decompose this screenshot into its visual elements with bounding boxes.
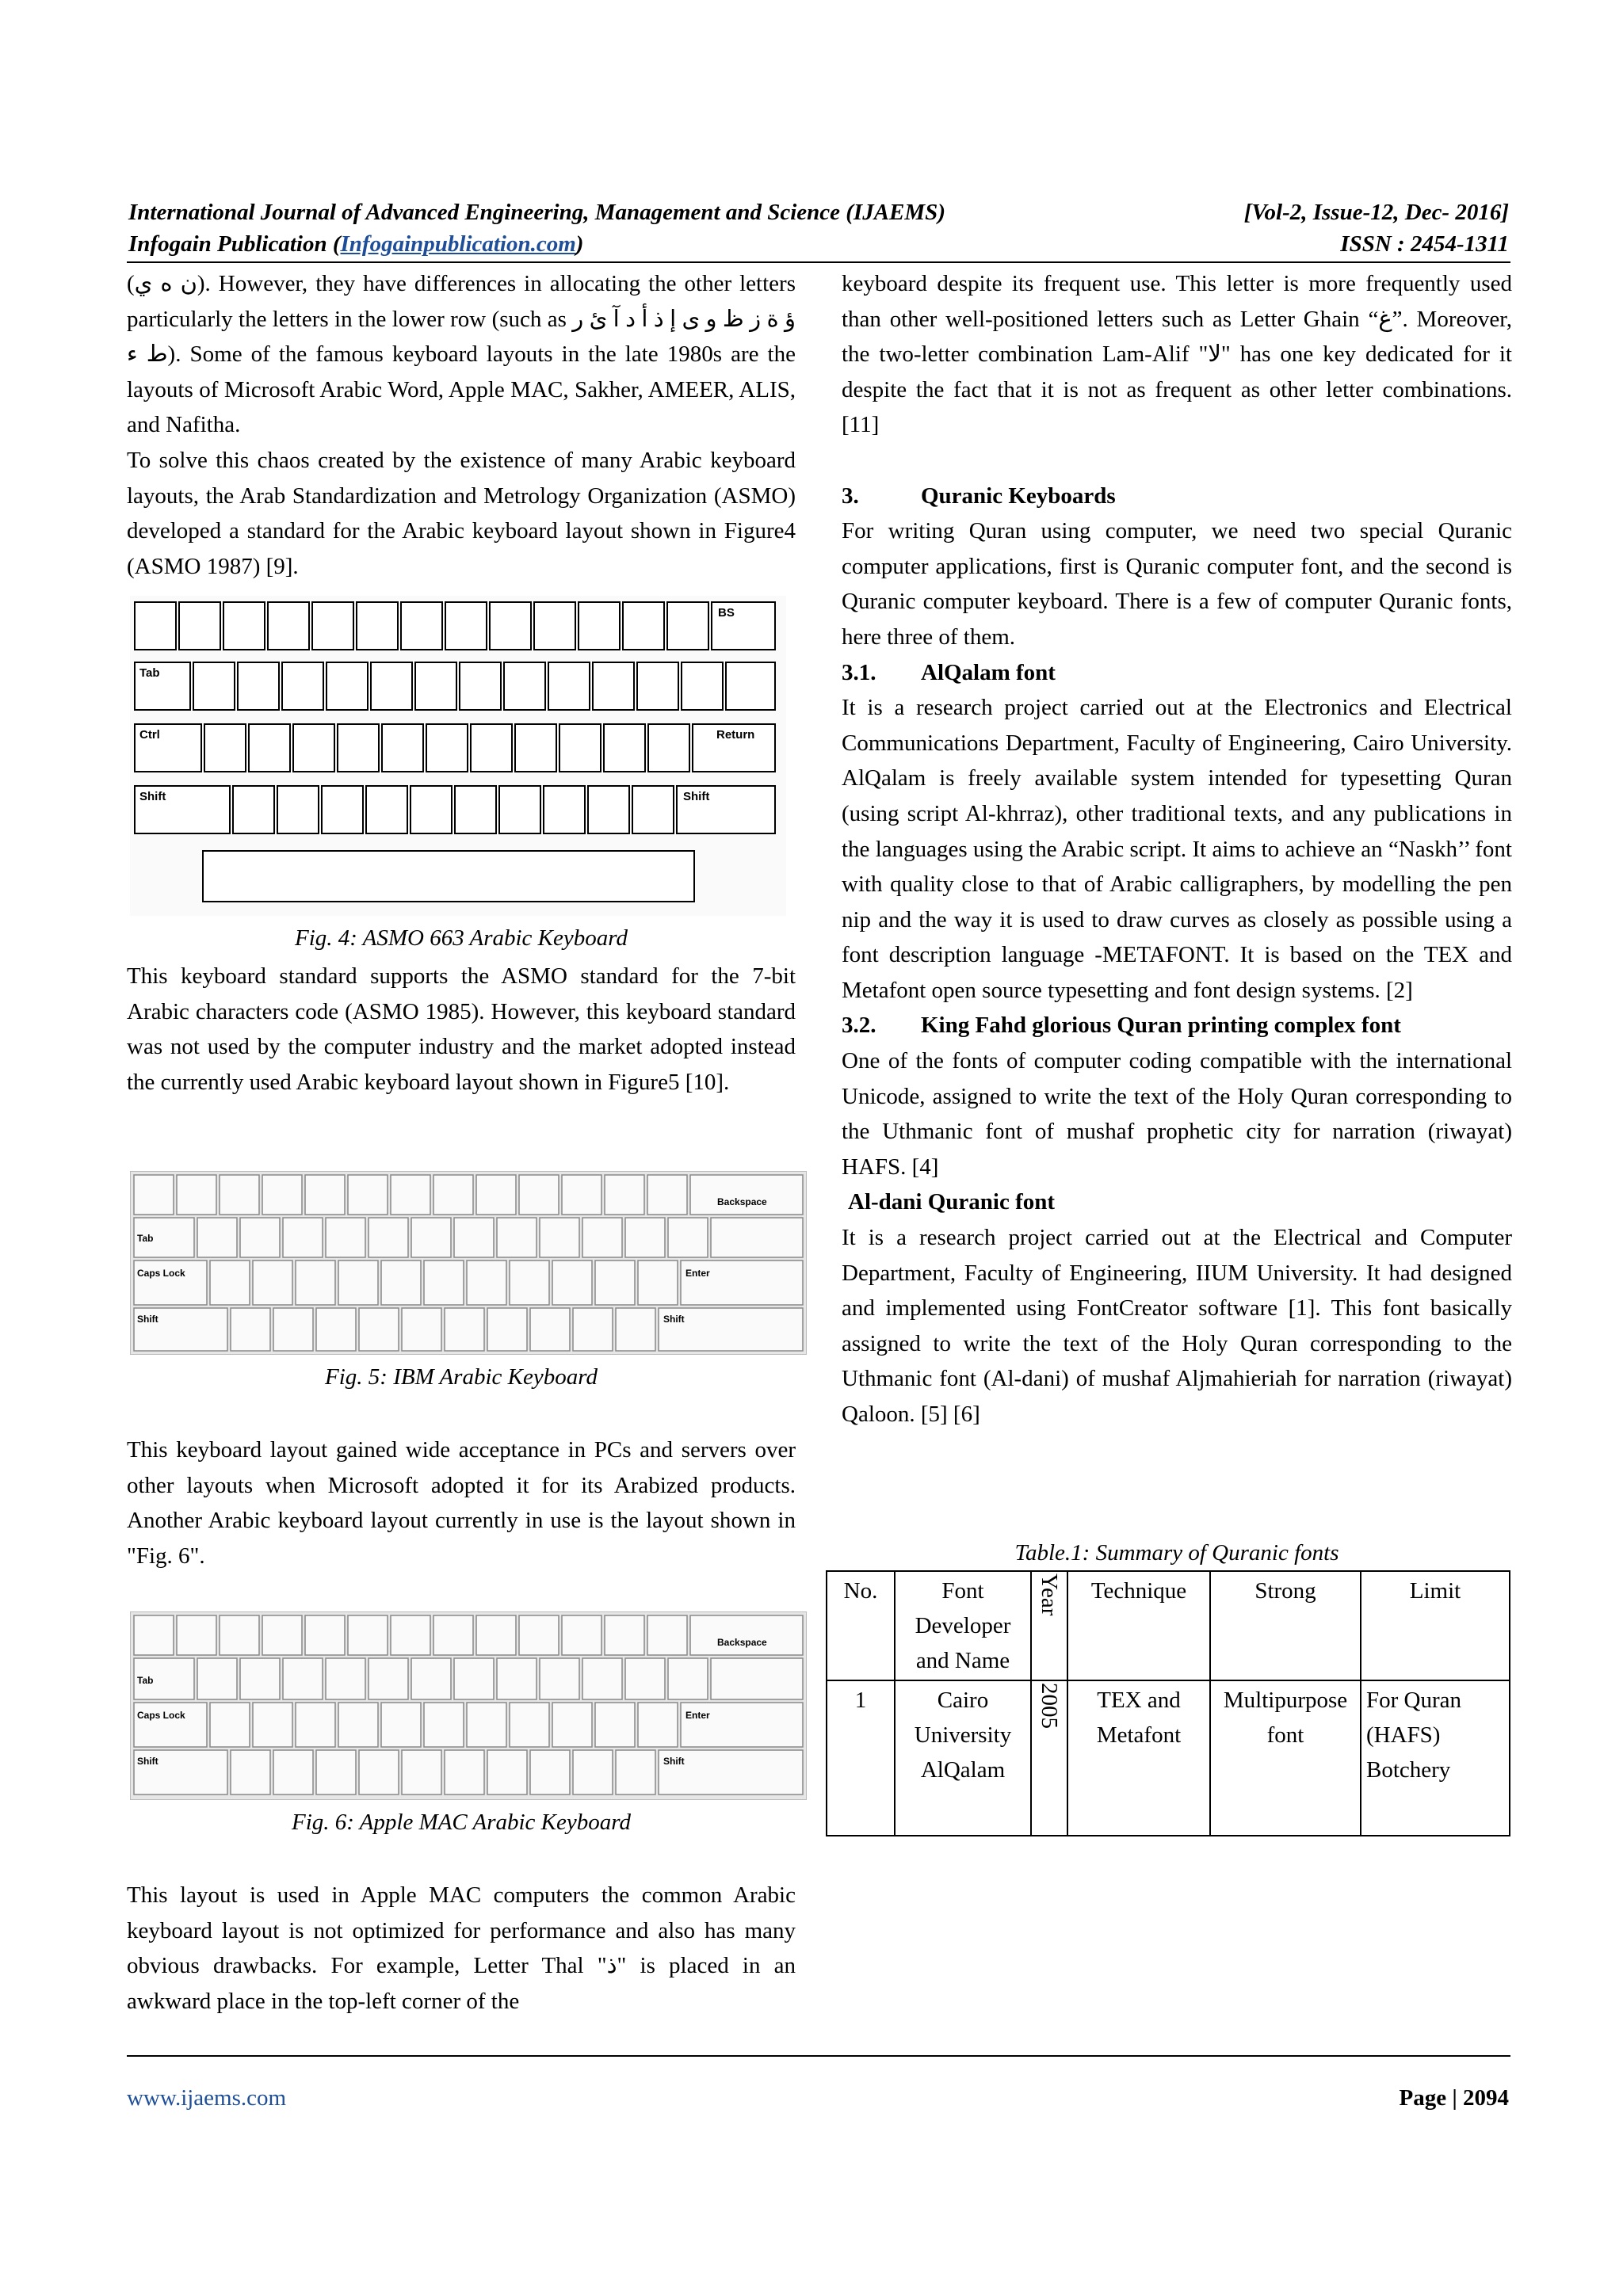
header-rule bbox=[127, 261, 1510, 263]
publisher-link[interactable]: Infogainpublication.com bbox=[340, 231, 576, 257]
ibm-keyboard-drawing bbox=[131, 1172, 806, 1354]
section-3-2-heading bbox=[842, 1008, 1512, 1043]
footer-rule bbox=[127, 2055, 1510, 2057]
tab-key: Tab bbox=[137, 1233, 154, 1244]
ctrl-key: Ctrl bbox=[139, 728, 160, 742]
backspace-key: Backspace bbox=[717, 1637, 767, 1648]
header-technique: Technique bbox=[1067, 1571, 1210, 1680]
publisher-suffix: ) bbox=[575, 231, 584, 257]
section-3-2-title: King Fahd glorious Quran printing complex font bbox=[921, 1013, 1401, 1039]
fig5-caption: Fig. 5: IBM Arabic Keyboard bbox=[325, 1364, 598, 1390]
tab-key: Tab bbox=[137, 1675, 154, 1686]
publisher-line bbox=[128, 228, 583, 260]
publisher-prefix: Infogain Publication ( bbox=[128, 231, 341, 257]
asmo-keyboard-figure bbox=[130, 596, 786, 916]
quranic-fonts-table bbox=[826, 1570, 1510, 1836]
tab-key: Tab bbox=[139, 666, 160, 680]
right-paragraph-3: It is a research project carried out at the Electronics and Electrical Communications Department, Faculty of Engineering, Cairo University. AlQalam is freely available system intended for typesetting Quran (using script Al-khrraz), other traditional texts, and any publications in the languages using the Arabic script. It aims to achieve an “Naskh’’ font with quality close to that of Arabic calligraphers, by modelling the pen nip and the way it is used to draw curves as closely as possible using a font description language -METAFONT. It is based on the TEX and Metafont open source typesetting and font design systems. [2] bbox=[842, 695, 1512, 1003]
header-strong: Strong bbox=[1210, 1571, 1361, 1680]
section-3-1-number: 3.1. bbox=[842, 659, 876, 685]
section-3-1-title: AlQalam font bbox=[921, 659, 1056, 685]
right-paragraph-1: keyboard despite its frequent use. This letter is more frequently used than other well-positioned letters such as Letter Ghain “غ”. Moreover, the two-letter combination Lam-Alif "لا" has one key dedicated for it despite the fact that it is not as frequent as other letter combinations. [11] bbox=[842, 271, 1512, 438]
left-column-top bbox=[127, 266, 796, 584]
shift-key-right: Shift bbox=[683, 790, 710, 803]
table-header-row bbox=[827, 1571, 1510, 1680]
cell-technique: TEX and Metafont bbox=[1067, 1680, 1210, 1836]
table-row bbox=[827, 1680, 1510, 1836]
asmo-keyboard-drawing bbox=[130, 596, 786, 916]
issn: ISSN : 2454-1311 bbox=[1340, 231, 1509, 257]
section-3-title: Quranic Keyboards bbox=[921, 482, 1116, 509]
cell-year-text: 2005 bbox=[1037, 1683, 1062, 1729]
apple-keyboard-figure bbox=[130, 1611, 807, 1800]
spacer bbox=[842, 443, 1512, 479]
header-year-text: Year bbox=[1037, 1573, 1062, 1616]
left-paragraph-3: This keyboard standard supports the ASMO standard for the 7-bit Arabic characters code (ASMO 1985). However, this keyboard standard was not used by the computer industry and the market adopted instead the currently used Arabic keyboard layout shown in Figure5 [10]. bbox=[127, 963, 796, 1095]
left-column-mid bbox=[127, 959, 796, 1100]
right-paragraph-2: For writing Quran using computer, we need two special Quranic computer applications, first is Quranic computer font, and the second is Quranic computer keyboard. There is a few of computer Quranic fonts, here three of them. bbox=[842, 518, 1512, 650]
backspace-key: Backspace bbox=[717, 1196, 767, 1207]
cell-font-developer: Cairo University AlQalam bbox=[895, 1680, 1031, 1836]
section-3-number: 3. bbox=[842, 482, 859, 509]
left-paragraph-1: (ن ه ي). However, they have differences in allocating the other letters particularly the letters in the lower row (such as ؤ ة ز ظ و ى إ ذ أ د آ ئ ر ط ء). Some of the famous keyboard layouts in the late 1980s are the layouts of Microsoft Arabic Word, Apple MAC, Sakher, AMEER, ALIS, and Nafitha. bbox=[127, 271, 796, 438]
section-3-3-heading: Al-dani Quranic font bbox=[848, 1189, 1056, 1215]
footer-url[interactable]: www.ijaems.com bbox=[127, 2085, 287, 2111]
fig4-caption: Fig. 4: ASMO 663 Arabic Keyboard bbox=[295, 925, 628, 951]
cell-year bbox=[1031, 1680, 1067, 1836]
journal-title: International Journal of Advanced Engineering, Management and Science (IJAEMS) bbox=[128, 200, 945, 225]
page-number-wrap bbox=[1400, 2085, 1509, 2111]
apple-keyboard-drawing bbox=[131, 1612, 806, 1799]
footer-url-wrap bbox=[127, 2085, 286, 2111]
section-3-1-heading bbox=[842, 655, 1512, 691]
shift-key-left: Shift bbox=[139, 790, 166, 803]
cell-strong: Multipurpose font bbox=[1210, 1680, 1361, 1836]
cell-limit: For Quran (HAFS) Botchery bbox=[1361, 1680, 1510, 1836]
table-caption: Table.1: Summary of Quranic fonts bbox=[1014, 1540, 1339, 1566]
header-year bbox=[1031, 1571, 1067, 1680]
left-paragraph-5: This layout is used in Apple MAC computers the common Arabic keyboard layout is not optimized for performance and also has many obvious drawbacks. For example, Letter Thal "ذ" is placed in an awkward place in the top-left corner of the bbox=[127, 1882, 796, 2014]
bs-key: BS bbox=[718, 606, 735, 620]
shift-key-left: Shift bbox=[137, 1314, 158, 1325]
left-column-lower bbox=[127, 1432, 796, 1573]
section-3-2-number: 3.2. bbox=[842, 1013, 876, 1039]
right-column bbox=[842, 266, 1512, 1432]
left-column-bottom bbox=[127, 1878, 796, 2019]
section-3-heading bbox=[842, 479, 1512, 514]
header-no: No. bbox=[827, 1571, 895, 1680]
header-limit: Limit bbox=[1361, 1571, 1510, 1680]
enter-key: Enter bbox=[685, 1268, 710, 1279]
right-paragraph-4: One of the fonts of computer coding compatible with the international Unicode, assigned to write the text of the Holy Quran corresponding to the Uthmanic font of mushaf prophetic city for narration (riwayat) HAFS. [4] bbox=[842, 1048, 1512, 1180]
page-number: 2094 bbox=[1463, 2085, 1509, 2111]
cell-no: 1 bbox=[827, 1680, 895, 1836]
volume-info: [Vol-2, Issue-12, Dec- 2016] bbox=[1243, 200, 1509, 225]
shift-key-left: Shift bbox=[137, 1756, 158, 1767]
shift-key-right: Shift bbox=[663, 1756, 685, 1767]
caps-lock-key: Caps Lock bbox=[137, 1268, 185, 1279]
shift-key-right: Shift bbox=[663, 1314, 685, 1325]
left-paragraph-2: To solve this chaos created by the existence of many Arabic keyboard layouts, the Arab Standardization and Metrology Organization (ASMO) developed a standard for the Arabic keyboard layout shown in Figure4 (ASMO 1987) [9]. bbox=[127, 447, 796, 579]
right-paragraph-5: It is a research project carried out at the Electrical and Computer Department, Faculty of Engineering, IIUM University. It had designed and implemented using FontCreator software [1]. This font basically assigned to write the text of the Holy Quran corresponding to the Uthmanic font (Al-dani) of mushaf Aljmahieriah for narration (riwayat) Qaloon. [5] [6] bbox=[842, 1225, 1512, 1427]
left-paragraph-4: This keyboard layout gained wide acceptance in PCs and servers over other layouts when Microsoft adopted it for its Arabized products. Another Arabic keyboard layout currently in use is the layout shown in "Fig. 6". bbox=[127, 1437, 796, 1569]
caps-lock-key: Caps Lock bbox=[137, 1710, 185, 1721]
header-font-developer: Font Developer and Name bbox=[895, 1571, 1031, 1680]
enter-key: Enter bbox=[685, 1710, 710, 1721]
ibm-keyboard-figure bbox=[130, 1171, 807, 1355]
fig6-caption: Fig. 6: Apple MAC Arabic Keyboard bbox=[292, 1810, 631, 1835]
return-key: Return bbox=[716, 728, 755, 742]
page-label: Page | bbox=[1399, 2085, 1463, 2111]
